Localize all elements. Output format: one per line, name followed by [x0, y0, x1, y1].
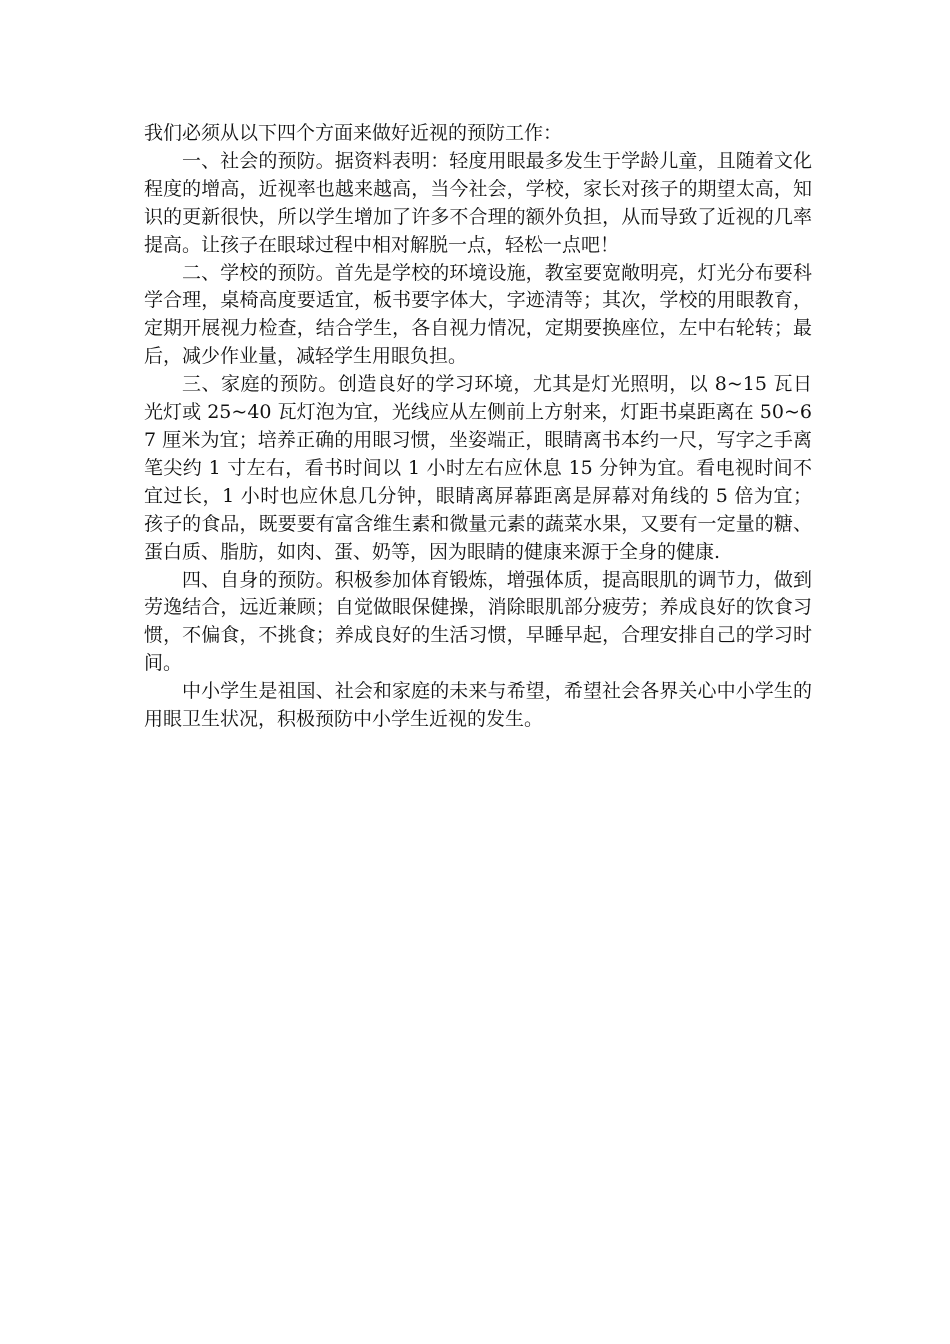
closing-paragraph: 中小学生是祖国、社会和家庭的未来与希望，希望社会各界关心中小学生的用眼卫生状况，积极预防中小学生近视的发生。 [144, 680, 812, 731]
document-body [144, 120, 812, 734]
paragraph-social-prevention: 一、社会的预防。据资料表明：轻度用眼最多发生于学龄儿童，且随着文化程度的增高，近视率也越来越高，当今社会，学校，家长对孩子的期望太高，知识的更新很快，所以学生增加了许多不合理的额外负担，从而导致了近视的几率提高。让孩子在眼球过程中相对解脱一点，轻松一点吧！ [144, 149, 812, 256]
intro-paragraph: 我们必须从以下四个方面来做好近视的预防工作： [144, 122, 563, 144]
paragraph-self-prevention: 四、自身的预防。积极参加体育锻炼，增强体质，提高眼肌的调节力，做到劳逸结合，远近兼顾；自觉做眼保健操，消除眼肌部分疲劳；养成良好的饮食习惯，不偏食，不挑食；养成良好的生活习惯，早睡早起，合理安排自己的学习时间。 [144, 568, 812, 675]
paragraph-family-prevention: 三、家庭的预防。创造良好的学习环境，尤其是灯光照明，以 8~15 瓦日光灯或 25~40 瓦灯泡为宜，光线应从左侧前上方射来，灯距书桌距离在 50~67 厘米为宜；培养正确的用眼习惯，坐姿端正，眼睛离书本约一尺，写字之手离笔尖约 1 寸左右，看书时间以 1 小时左右应休息 15 分钟为宜。看电视时间不宜过长，1 小时也应休息几分钟，眼睛离屏幕距离是屏幕对角线的 5 倍为宜；孩子的食品，既要要有富含维生素和微量元素的蔬菜水果，又要有一定量的糖、蛋白质、脂肪，如肉、蛋、奶等，因为眼睛的健康来源于全身的健康. [144, 373, 812, 563]
paragraph-school-prevention: 二、学校的预防。首先是学校的环境设施，教室要宽敞明亮，灯光分布要科学合理，桌椅高度要适宜，板书要字体大，字迹清等；其次，学校的用眼教育，定期开展视力检查，结合学生，各自视力情况，定期要换座位，左中右轮转；最后，减少作业量，减轻学生用眼负担。 [144, 261, 812, 368]
